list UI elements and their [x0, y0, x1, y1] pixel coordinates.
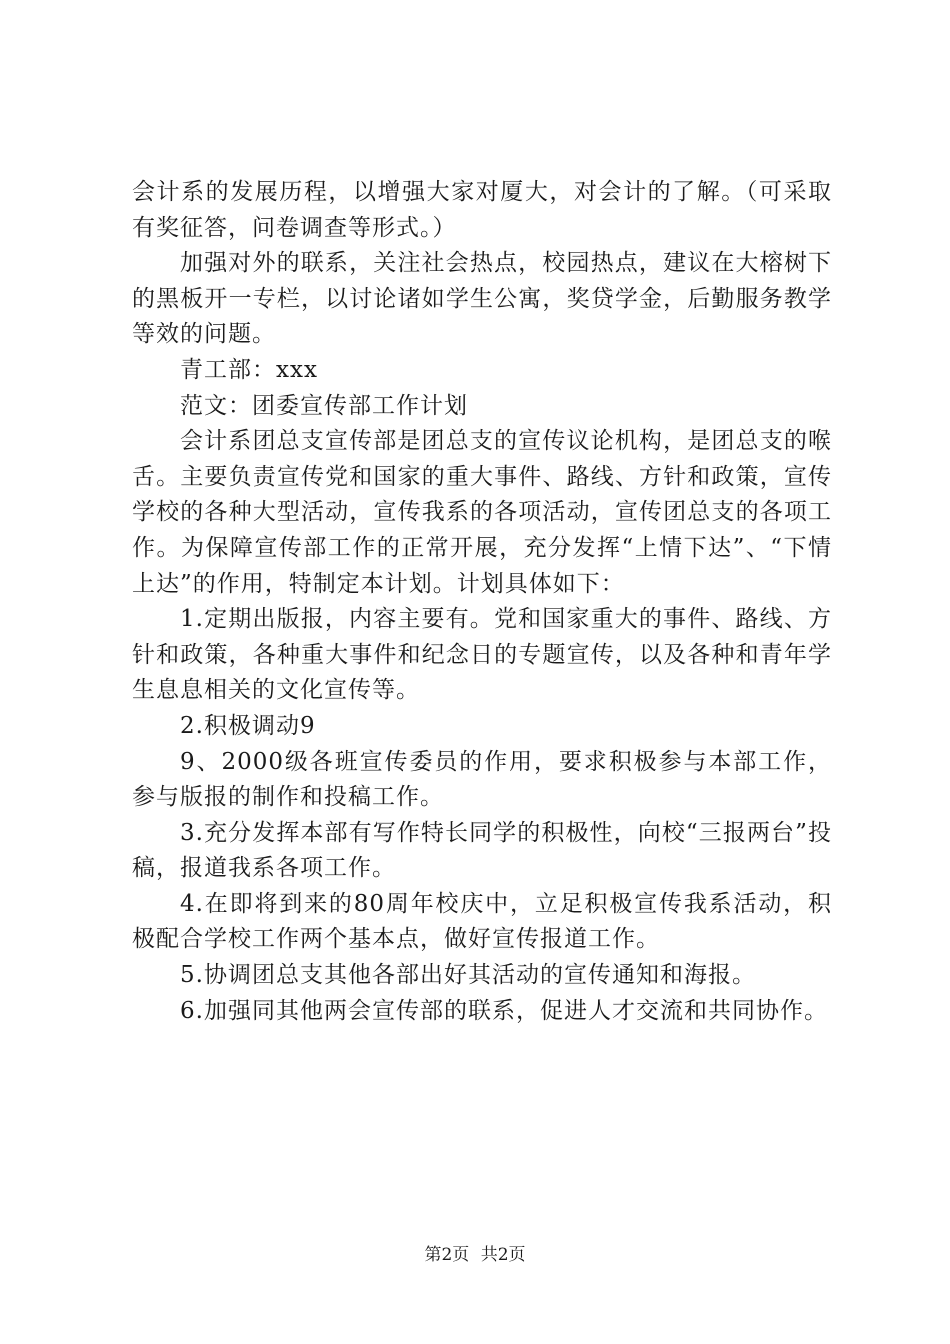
document-body: [132, 175, 832, 1029]
paragraph-11: 5.协调团总支其他各部出好其活动的宣传通知和海报。: [180, 962, 756, 989]
paragraph-3: 青工部：xxx: [180, 356, 318, 383]
paragraph-7: 2.积极调动9: [180, 712, 316, 739]
paragraph-10: 4.在即将到来的80周年校庆中，立足积极宣传我系活动，积极配合学校工作两个基本点，做好宣传报道工作。: [132, 890, 832, 953]
paragraph-9: 3.充分发挥本部有写作特长同学的积极性，向校“三报两台”投稿，报道我系各项工作。: [132, 819, 832, 882]
paragraph-8: 9、2000级各班宣传委员的作用，要求积极参与本部工作，参与版报的制作和投稿工作。: [132, 748, 832, 811]
page-number-current: 第2页: [424, 1245, 470, 1265]
paragraph-4: 范文：团委宣传部工作计划: [180, 392, 468, 419]
paragraph-5: 会计系团总支宣传部是团总支的宣传议论机构，是团总支的喉舌。主要负责宣传党和国家的重大事件、路线、方针和政策，宣传学校的各种大型活动，宣传我系的各项活动，宣传团总支的各项工作。为保障宣传部工作的正常开展，充分发挥“上情下达”、“下情上达”的作用，特制定本计划。计划具体如下：: [132, 428, 832, 597]
paragraph-1: 会计系的发展历程，以增强大家对厦大，对会计的了解。（可采取有奖征答，问卷调查等形式。）: [132, 179, 832, 241]
paragraph-12: 6.加强同其他两会宣传部的联系，促进人才交流和共同协作。: [180, 997, 828, 1024]
paragraph-2: 加强对外的联系，关注社会热点，校园热点，建议在大榕树下的黑板开一专栏，以讨论诸如学生公寓，奖贷学金，后勤服务教学等效的问题。: [132, 250, 832, 348]
paragraph-6: 1.定期出版报，内容主要有。党和国家重大的事件、路线、方针和政策，各种重大事件和纪念日的专题宣传，以及各种和青年学生息息相关的文化宣传等。: [132, 606, 832, 704]
page-number-total: 共2页: [480, 1245, 526, 1265]
page-footer: [0, 1244, 950, 1266]
